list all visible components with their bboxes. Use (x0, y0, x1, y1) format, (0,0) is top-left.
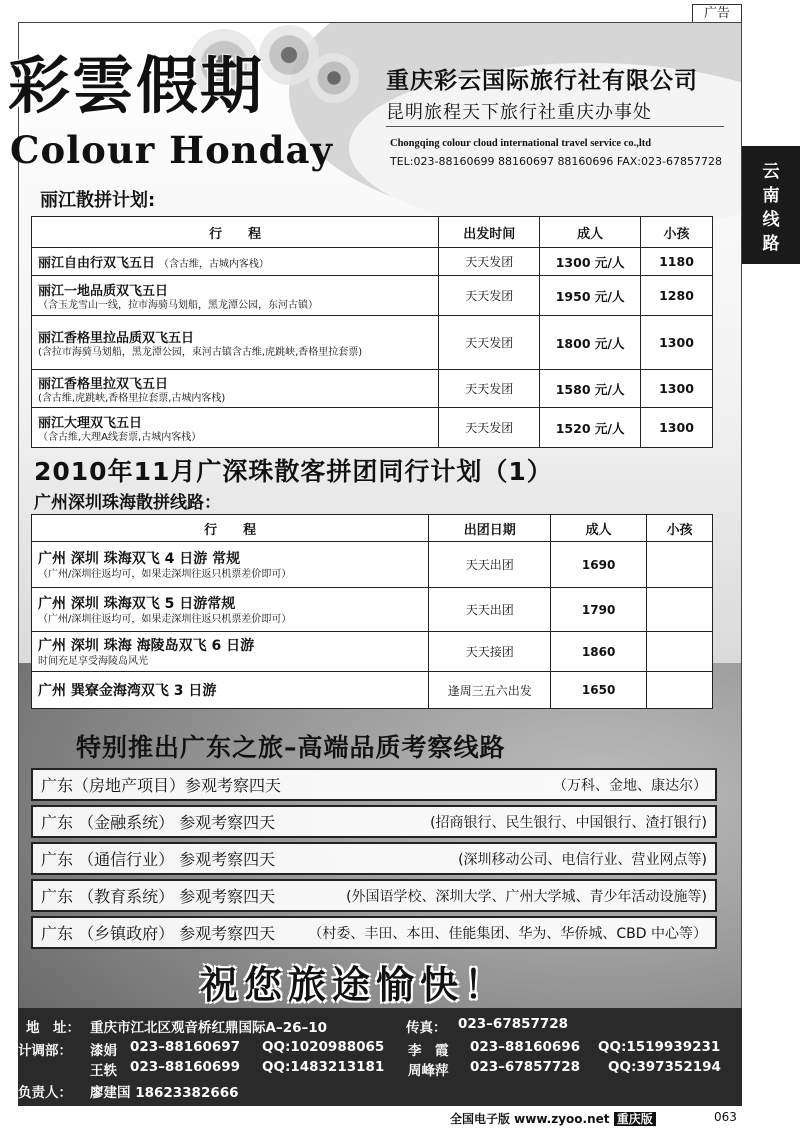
logo-english: Colour Honday (10, 128, 334, 172)
company-subtitle: 昆明旅程天下旅行社重庆办事处 (386, 102, 652, 123)
adult-price: 1300 元/人 (540, 248, 641, 276)
slogan: 祝您旅途愉快！ (200, 962, 509, 1007)
route-note: （含古维，古城内客栈） (158, 259, 269, 270)
side-tab-yunnan-routes: 云 南 线 路 (742, 146, 800, 264)
route-name: 丽江香格里拉双飞五日 (38, 376, 169, 392)
contact-phone: 023–67857728 (470, 1059, 581, 1075)
route-name: 广东 （金融系统） 参观考察四天 (31, 805, 293, 838)
route-detail: (招商银行、民生银行、中国银行、渣打银行) (293, 805, 717, 838)
depart-cell: 逢周三五六出发 (429, 672, 551, 709)
adult-price: 1580 元/人 (540, 370, 641, 408)
contact-qq: QQ:397352194 (608, 1059, 721, 1075)
route-name: 广东 （乡镇政府） 参观考察四天 (31, 916, 293, 949)
route-name: 丽江一地品质双飞五日 (38, 283, 169, 299)
manager-label: 负责人： (18, 1085, 72, 1101)
list-item (31, 842, 717, 875)
child-price: 1180 (641, 248, 713, 276)
divider (386, 126, 724, 127)
publisher-site: 全国电子版 www.zyoo.net (450, 1112, 610, 1126)
adult-price: 1860 (551, 632, 647, 672)
table-row (32, 370, 713, 408)
route-detail: (深圳移动公司、电信行业、营业网点等) (293, 842, 717, 875)
route-note: (含拉市海骑马划船，黑龙潭公园，束河古镇含古维,虎跳峡,香格里拉套票) (38, 346, 363, 358)
special-title: 特别推出广东之旅–高端品质考察线路 (76, 733, 506, 762)
special-routes-list (31, 764, 717, 953)
contact-name: 周峰萍 (408, 1063, 449, 1079)
route-name: 广东（房地产项目）参观考察四天 (31, 768, 293, 801)
company-name: 重庆彩云国际旅行社有限公司 (386, 68, 698, 94)
route-name: 广州 深圳 珠海双飞 4 日游 常规 (38, 551, 241, 567)
col-route: 行 程 (32, 515, 429, 542)
table-row (32, 408, 713, 448)
route-name: 丽江大理双飞五日 (38, 415, 143, 431)
route-note: （广州/深圳往返均可，如果走深圳往返只机票差价即可） (38, 614, 292, 625)
route-note: (含古维,虎跳峡,香格里拉套票,古城内客栈) (38, 392, 226, 404)
child-price (647, 588, 713, 632)
contact-qq: QQ:1020988065 (262, 1039, 385, 1055)
ad-label: 广告 (692, 4, 742, 24)
route-detail: （万科、金地、康达尔） (293, 768, 717, 801)
adult-price: 1520 元/人 (540, 408, 641, 448)
route-name: 广州 巽寮金海湾双飞 3 日游 (38, 683, 217, 699)
table-row (32, 542, 713, 588)
route-name: 丽江香格里拉品质双飞五日 (38, 330, 195, 346)
edition-badge: 重庆版 (614, 1112, 656, 1126)
contact-qq: QQ:1519939231 (598, 1039, 721, 1055)
table-row (32, 316, 713, 370)
fax-label: 传真： (406, 1020, 447, 1036)
col-adult: 成人 (551, 515, 647, 542)
table-row (32, 248, 713, 276)
contact-qq: QQ:1483213181 (262, 1059, 385, 1075)
lijiang-title: 丽江散拼计划: (40, 190, 156, 211)
manager: 廖建国 18623382666 (90, 1085, 239, 1101)
depart-cell: 天天发团 (439, 316, 540, 370)
lijiang-table (31, 216, 713, 448)
child-price (647, 542, 713, 588)
adult-price: 1800 元/人 (540, 316, 641, 370)
route-detail: (外国语学校、深圳大学、广州大学城、青少年活动设施等) (293, 879, 717, 912)
list-item (31, 879, 717, 912)
route-note: （含古维,大理A线套票,古城内客栈） (38, 431, 202, 443)
depart-cell: 天天发团 (439, 276, 540, 316)
depart-cell: 天天出团 (429, 588, 551, 632)
page-number: 063 (714, 1110, 737, 1124)
child-price: 1300 (641, 370, 713, 408)
guangdong-title: 2010年11月广深珠散客拼团同行计划（1） (34, 457, 553, 486)
contact-name: 漆娟 (90, 1043, 117, 1059)
guangdong-subtitle: 广州深圳珠海散拼线路： (34, 493, 221, 513)
address-label: 地 址： (26, 1020, 80, 1036)
table-row (32, 276, 713, 316)
contact-phone: 023–88160697 (130, 1039, 241, 1055)
route-note: 时间充足享受海陵岛风光 (38, 656, 148, 667)
depart-cell: 天天出团 (429, 542, 551, 588)
col-child: 小孩 (647, 515, 713, 542)
adult-price: 1790 (551, 588, 647, 632)
list-item (31, 768, 717, 801)
depart-cell: 天天发团 (439, 248, 540, 276)
col-route: 行 程 (32, 217, 439, 248)
col-child: 小孩 (641, 217, 713, 248)
adult-price: 1650 (551, 672, 647, 709)
logo-chinese: 彩雲假期 (8, 49, 265, 122)
child-price (647, 632, 713, 672)
list-item (31, 916, 717, 949)
route-note: （含玉龙雪山一线，拉市海骑马划船，黑龙潭公园，东河古镇） (38, 299, 318, 311)
child-price: 1300 (641, 316, 713, 370)
route-note: （广州/深圳往返均可，如果走深圳往返只机票差价即可） (38, 569, 292, 580)
contact-name: 李 霞 (408, 1043, 449, 1059)
contact-phone: 023–88160696 (470, 1039, 581, 1055)
col-depart: 出发时间 (439, 217, 540, 248)
route-name: 广州 深圳 珠海双飞 5 日游常规 (38, 596, 236, 612)
address: 重庆市江北区观音桥红鼎国际A–26–10 (90, 1020, 328, 1036)
depart-cell: 天天发团 (439, 370, 540, 408)
child-price: 1280 (641, 276, 713, 316)
depart-cell: 天天发团 (439, 408, 540, 448)
route-detail: （村委、丰田、本田、佳能集团、华为、华侨城、CBD 中心等） (293, 916, 717, 949)
child-price: 1300 (641, 408, 713, 448)
child-price (647, 672, 713, 709)
fax-number: 023–67857728 (458, 1016, 569, 1032)
col-depart: 出团日期 (429, 515, 551, 542)
depart-cell: 天天接团 (429, 632, 551, 672)
table-row (32, 588, 713, 632)
route-name: 丽江自由行双飞五日 (38, 256, 156, 271)
contact-name: 王轶 (90, 1063, 117, 1079)
col-adult: 成人 (540, 217, 641, 248)
table-header (32, 217, 713, 248)
contact-footer (18, 1008, 742, 1106)
route-name: 广州 深圳 珠海 海陵岛双飞 6 日游 (38, 638, 255, 654)
table-header (32, 515, 713, 542)
route-name: 广东 （教育系统） 参观考察四天 (31, 879, 293, 912)
adult-price: 1950 元/人 (540, 276, 641, 316)
contact-phone: 023–88160699 (130, 1059, 241, 1075)
company-english-name: Chongqing colour cloud international travel service co.,ltd (390, 138, 652, 149)
list-item (31, 805, 717, 838)
route-name: 广东 （通信行业） 参观考察四天 (31, 842, 293, 875)
adult-price: 1690 (551, 542, 647, 588)
guangdong-table (31, 514, 713, 709)
table-row (32, 672, 713, 709)
dispatch-label: 计调部： (18, 1043, 72, 1059)
company-contact: TEL:023-88160699 88160697 88160696 FAX:023-67857728 (390, 155, 722, 168)
table-row (32, 632, 713, 672)
flower-icon (309, 53, 359, 103)
publisher-brand (450, 1110, 656, 1127)
